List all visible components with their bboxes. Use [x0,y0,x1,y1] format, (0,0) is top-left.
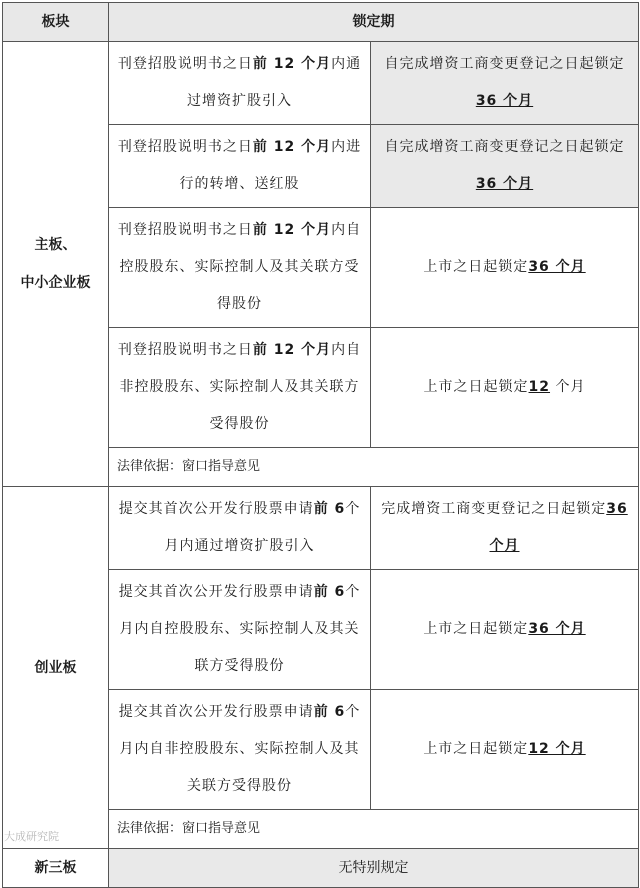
condition-cell: 刊登招股说明书之日前 12 个月内自控股股东、实际控制人及其关联方受得股份 [109,208,371,328]
board-neeq: 新三板 [3,849,109,888]
watermark: 大成研究院 [4,830,59,843]
board-main-name-line2: 中小企业板 [20,275,91,291]
period-cell: 上市之日起锁定12 个月 [371,690,639,810]
header-lockup: 锁定期 [109,3,639,42]
header-board: 板块 [3,3,109,42]
condition-cell: 刊登招股说明书之日前 12 个月内通过增资扩股引入 [109,42,371,125]
header-row [3,3,639,42]
period-cell: 上市之日起锁定36 个月 [371,208,639,328]
board-gem: 创业板 [3,487,109,849]
board-main [3,42,109,487]
condition-cell: 刊登招股说明书之日前 12 个月内自非控股股东、实际控制人及其关联方受得股份 [109,328,371,448]
condition-cell: 刊登招股说明书之日前 12 个月内进行的转增、送红股 [109,125,371,208]
lockup-table [2,2,639,888]
legal-basis: 法律依据：窗口指导意见 [109,448,639,487]
condition-cell: 提交其首次公开发行股票申请前 6个月内自非控股股东、实际控制人及其关联方受得股份 [109,690,371,810]
table-row [3,42,639,125]
table-row [3,849,639,888]
period-cell: 上市之日起锁定36 个月 [371,570,639,690]
period-cell: 自完成增资工商变更登记之日起锁定36 个月 [371,125,639,208]
condition-cell: 提交其首次公开发行股票申请前 6个月内自控股股东、实际控制人及其关联方受得股份 [109,570,371,690]
legal-basis: 法律依据：窗口指导意见 [109,810,639,849]
period-cell: 无特别规定 [109,849,639,888]
board-main-name-line1: 主板、 [34,237,77,253]
table-row [3,487,639,570]
condition-cell: 提交其首次公开发行股票申请前 6个月内通过增资扩股引入 [109,487,371,570]
period-cell: 上市之日起锁定12 个月 [371,328,639,448]
period-cell: 完成增资工商变更登记之日起锁定36 个月 [371,487,639,570]
period-cell: 自完成增资工商变更登记之日起锁定36 个月 [371,42,639,125]
